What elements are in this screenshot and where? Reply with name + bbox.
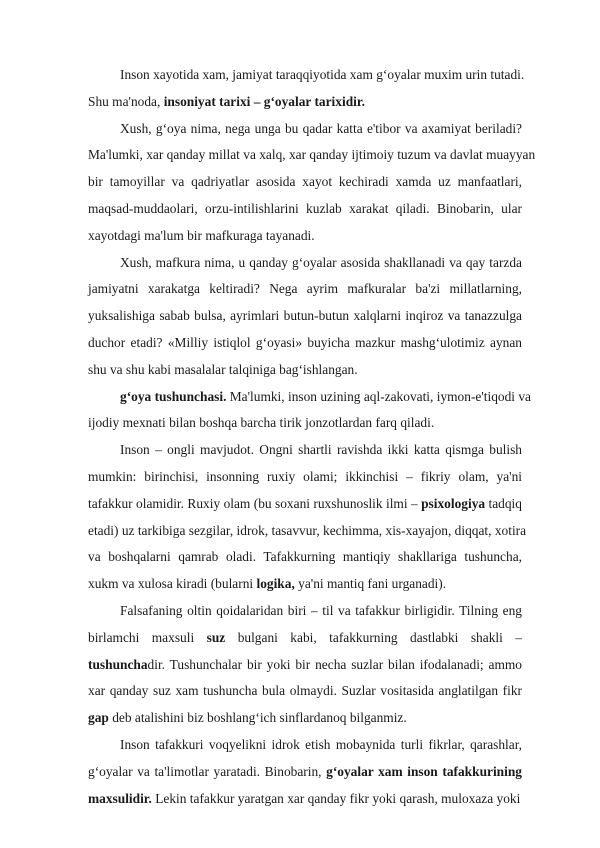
bold-term: maxsulidir. bbox=[88, 790, 152, 806]
text-run: Shu ma'noda, bbox=[88, 93, 164, 109]
text-run: Xush, mafkura nima, u qanday g‘oyalar asosida shakllanadi va qay tarzda bbox=[120, 254, 522, 270]
text-run: va boshqalarni qamrab oladi. Tafakkurning mantiqiy shakllariga tushuncha, bbox=[88, 549, 522, 565]
text-run: Inson xayotida xam, jamiyat taraqqiyotida xam g‘oyalar muxim urin tutadi. bbox=[120, 67, 525, 82]
paragraph bbox=[88, 732, 522, 812]
text-line bbox=[88, 330, 522, 357]
bold-term: gap bbox=[88, 710, 109, 726]
bold-term: suz bbox=[206, 629, 226, 645]
text-run: xayotdagi ma'lum bir mafkuraga tayanadi. bbox=[88, 227, 315, 243]
text-run: Ma'lumki, inson uzining aql-zakovati, iymon-e'tiqodi va bbox=[226, 388, 531, 404]
text-run: mumkin: birinchisi, insonning ruxiy olami; ikkinchisi – fikriy olam, ya'ni bbox=[88, 468, 522, 484]
text-run: Xush, g‘oya nima, nega unga bu qadar katta e'tibor va axamiyat beriladi? bbox=[120, 120, 522, 136]
text-line bbox=[88, 169, 522, 196]
text-line bbox=[88, 518, 527, 545]
paragraph bbox=[88, 62, 525, 116]
text-run: Inson tafakkuri voqyelikni idrok etish mobaynida turli fikrlar, qarashlar, bbox=[120, 736, 522, 752]
text-line bbox=[88, 652, 522, 679]
text-line bbox=[88, 196, 522, 223]
paragraph bbox=[88, 384, 531, 438]
text-line bbox=[88, 357, 522, 384]
text-line bbox=[88, 732, 522, 759]
text-run: g‘oyalar va ta'limotlar yaratadi. Binobarin, bbox=[88, 763, 327, 779]
text-run: bir tamoyillar va qadriyatlar asosida xayot kechiradi xamda uz manfaatlari, bbox=[88, 174, 522, 190]
text-line bbox=[88, 437, 522, 464]
text-line bbox=[88, 464, 522, 491]
text-run: tadqiq bbox=[485, 495, 522, 511]
paragraph bbox=[88, 598, 522, 732]
text-line bbox=[88, 598, 522, 625]
text-line bbox=[88, 250, 522, 277]
text-run: jamiyatni xarakatga keltiradi? Nega ayrim mafkuralar ba'zi millatlarning, bbox=[88, 281, 522, 297]
text-line bbox=[88, 491, 522, 518]
text-line bbox=[88, 303, 522, 330]
text-line bbox=[88, 544, 522, 571]
text-run: maqsad-muddaolari, orzu-intilishlarini kuzlab xarakat qiladi. Binobarin, ular bbox=[88, 200, 522, 216]
text-line bbox=[88, 62, 525, 89]
bold-term: g‘oya tushunchasi. bbox=[120, 388, 227, 404]
text-run: bulgani kabi, tafakkurning dastlabki shakli – bbox=[225, 629, 522, 645]
text-run: Lekin tafakkur yaratgan xar qanday fikr yoki qarash, muloxaza yoki bbox=[151, 790, 521, 806]
text-run: birlamchi maxsuli bbox=[88, 629, 207, 645]
text-line bbox=[88, 384, 531, 411]
text-line bbox=[88, 142, 536, 169]
text-run: tafakkur olamidir. Ruxiy olam (bu soxani ruxshunoslik ilmi – bbox=[88, 495, 422, 511]
bold-term: tushuncha bbox=[88, 656, 148, 672]
text-run: duchor etadi? «Milliy istiqlol g‘oyasi» buyicha mazkur mashg‘ulotimiz aynan bbox=[88, 334, 522, 350]
bold-term: g‘oyalar xam inson tafakkurining bbox=[326, 763, 522, 779]
text-line bbox=[88, 89, 522, 116]
text-line bbox=[88, 276, 522, 303]
text-line bbox=[88, 625, 522, 652]
text-line bbox=[88, 571, 522, 598]
text-run: etadi) uz tarkibiga sezgilar, idrok, tasavvur, kechimma, xis-xayajon, diqqat, xotira bbox=[88, 522, 527, 538]
bold-term: insoniyat tarixi – g‘oyalar tarixidir. bbox=[163, 93, 365, 109]
text-run: xukm va xulosa kiradi (bularni bbox=[88, 576, 257, 592]
text-run: ijodiy mexnati bilan boshqa barcha tirik jonzotlardan farq qiladi. bbox=[88, 415, 435, 431]
text-line bbox=[88, 116, 522, 143]
text-run: dir. Tushunchalar bir yoki bir necha suzlar bilan ifodalanadi; ammo bbox=[147, 656, 522, 672]
paragraph bbox=[88, 437, 527, 598]
text-run: yuksalishiga sabab bulsa, ayrimlari butun-butun xalqlarni inqiroz va tanazzulga bbox=[88, 308, 522, 324]
text-line bbox=[88, 705, 522, 732]
text-line bbox=[88, 223, 522, 250]
text-run: Inson – ongli mavjudot. Ongni shartli ravishda ikki katta qismga bulish bbox=[120, 442, 522, 458]
text-run: Falsafaning oltin qoidalaridan biri – til va tafakkur birligidir. Tilning eng bbox=[120, 602, 522, 618]
text-run: ya'ni mantiq fani urganadi). bbox=[294, 576, 447, 592]
text-run: deb atalishini biz boshlang‘ich sinflardanoq bilganmiz. bbox=[108, 710, 407, 726]
paragraph bbox=[88, 116, 536, 250]
body-text bbox=[88, 62, 536, 812]
text-run: Ma'lumki, xar qanday millat va xalq, xar qanday ijtimoiy tuzum va davlat muayyan bbox=[88, 147, 536, 163]
bold-term: psixologiya bbox=[421, 495, 486, 511]
text-line bbox=[88, 786, 522, 813]
text-line bbox=[88, 678, 522, 705]
text-run: shu va shu kabi masalalar talqiniga bag‘ishlangan. bbox=[88, 361, 358, 377]
paragraph bbox=[88, 250, 522, 384]
text-run: xar qanday suz xam tushuncha bula olmaydi. Suzlar vositasida anglatilgan fikr bbox=[88, 683, 522, 699]
bold-term: logika, bbox=[256, 576, 295, 592]
text-line bbox=[88, 410, 522, 437]
text-line bbox=[88, 759, 522, 786]
